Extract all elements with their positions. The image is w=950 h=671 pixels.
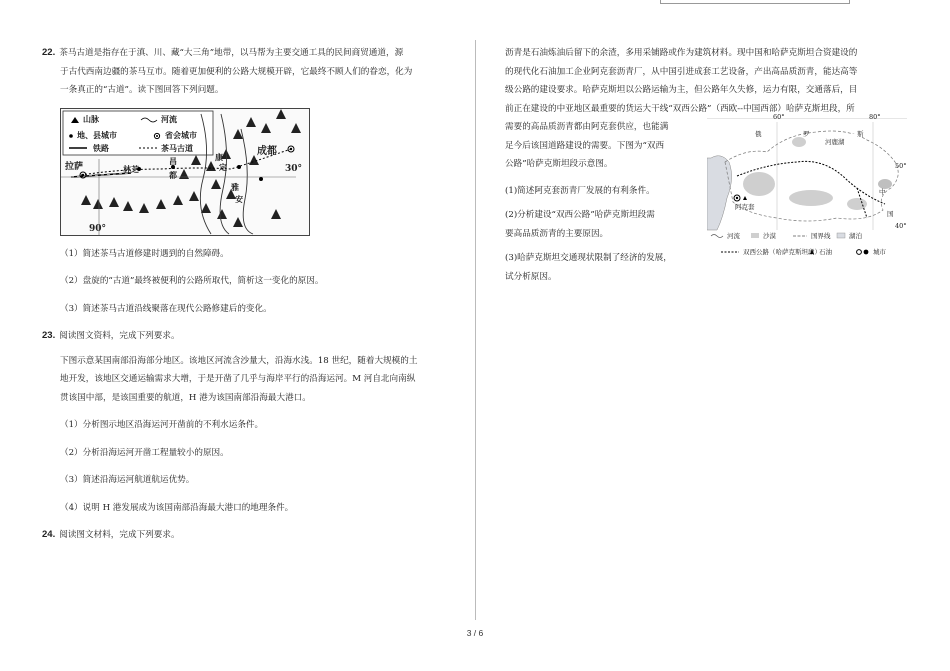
legend-tea-road: 茶马古道 bbox=[161, 142, 193, 153]
q24-text-line: 足今后该国道路建设的需要。下图为“双西 bbox=[505, 140, 665, 151]
page-footer: 3 / 6 bbox=[466, 628, 484, 638]
q24-sub-line: 试分析原因。 bbox=[505, 271, 557, 282]
lon-80: 80° bbox=[869, 113, 881, 121]
q22-sub-3: （3）简述茶马古道沿线聚落在现代公路修建后的变化。 bbox=[60, 303, 272, 314]
lon-90: 90° bbox=[89, 223, 107, 234]
q24-sub-1 bbox=[505, 182, 700, 201]
country-china-a: 中 bbox=[879, 188, 886, 196]
q22-intro-line: 一条真正的“古道”。读下图回答下列问题。 bbox=[60, 85, 224, 95]
lake-label: 河鹿湖 bbox=[825, 138, 845, 146]
legend-desert: 沙漠 bbox=[763, 232, 776, 240]
legend-city: 城市 bbox=[873, 248, 886, 256]
top-header-strip bbox=[660, 0, 850, 4]
place-lasa: 拉萨 bbox=[65, 161, 84, 172]
q24-text-line: 的现代化石油加工企业阿克套沥青厂，从中国引进成套工艺设备，产出高品质沥青，能达高等 bbox=[505, 66, 858, 77]
place-changdu-b: 都 bbox=[169, 169, 177, 180]
country-russia-a: 俄 bbox=[755, 130, 762, 138]
place-chengdu: 成都 bbox=[257, 145, 277, 157]
legend-lake: 湖泊 bbox=[849, 232, 862, 240]
q22-sub-1: （1）简述茶马古道修建时遇到的自然障碍。 bbox=[60, 248, 229, 259]
map-graphic bbox=[707, 118, 907, 263]
place-linzhi: 林芝 bbox=[123, 163, 139, 174]
q23-para-line: 地开发，该地区交通运输需求大增，于是开凿了几乎与海岸平行的沿海运河。M 河自北向南纵 bbox=[60, 374, 416, 384]
legend-oil: 石油 bbox=[819, 248, 832, 256]
legend-border: 国界线 bbox=[811, 232, 831, 240]
legend-rail: 铁路 bbox=[93, 142, 109, 153]
q24-sub-line: 要高品质沥青的主要原因。 bbox=[505, 228, 609, 239]
q24-sub-3 bbox=[505, 249, 700, 286]
place-kangding-a: 康 bbox=[215, 151, 223, 162]
map-graphic bbox=[61, 109, 310, 236]
q24-text-line: 沥青是石油炼油后留下的余渣，多用采铺路或作为建筑材料。现中国和哈萨克斯坦合资建设的 bbox=[505, 48, 858, 58]
tea-horse-road-map bbox=[60, 108, 310, 236]
question-number: 24. bbox=[42, 529, 56, 540]
q24-text-line: 需要的高品质沥青都由阿克套供应，也能满 bbox=[505, 122, 669, 132]
q24-intro: 阅读图文材料，完成下列要求。 bbox=[59, 530, 180, 540]
lon-60: 60° bbox=[773, 113, 785, 121]
q24-sub-2 bbox=[505, 206, 700, 243]
legend-mountain: 山脉 bbox=[83, 113, 99, 124]
country-russia-c: 斯 bbox=[857, 130, 864, 138]
place-changdu-a: 昌 bbox=[169, 155, 177, 166]
lat-50: 50° bbox=[895, 162, 907, 170]
q23-para-line: 下图示意某国南部沿海部分地区。该地区河流含沙量大，沿海水浅。18 世纪，随着大规模的土 bbox=[60, 355, 418, 366]
q23-sub-4: （4）说明 H 港发展成为该国南部沿海最大港口的地理条件。 bbox=[60, 502, 294, 513]
lat-40: 40° bbox=[895, 222, 907, 230]
q24-text-line: 公路”哈萨克斯坦段示意图。 bbox=[505, 159, 613, 169]
q24-text-line: 前正在建设的中亚地区最重要的货运大干线“双西公路”（西欧--中国西部）哈萨克斯坦段，所 bbox=[505, 103, 855, 114]
question-number: 23. bbox=[42, 330, 56, 341]
q23-sub-3: （3）简述沿海运河航道航运优势。 bbox=[60, 475, 195, 485]
q23-intro: 阅读图文资料，完成下列要求。 bbox=[59, 331, 180, 341]
q22-intro-line: 于古代西南边疆的茶马互市。随着更加便利的公路大规模开辟，它最终不顾人们的眷恋，化为 bbox=[60, 66, 413, 77]
country-russia-b: 罗 bbox=[803, 130, 810, 138]
q24-sub-line: (1)简述阿克套沥青厂发展的有利条件。 bbox=[505, 185, 655, 196]
legend-county: 地、县城市 bbox=[77, 129, 117, 140]
question-number: 22. bbox=[42, 47, 56, 58]
legend-river: 河流 bbox=[727, 232, 740, 240]
q23-sub-1: （1）分析图示地区沿海运河开凿前的不利水运条件。 bbox=[60, 420, 264, 430]
legend-river: 河流 bbox=[161, 113, 177, 124]
q24-text-line: 级公路的建设要求。哈萨克斯坦以公路运输为主，但公路年久失修，运力有限，交通落后，目 bbox=[505, 85, 858, 95]
q23-para-line: 贯该国中部，是该国重要的航道，H 港为该国南部沿海最大港口。 bbox=[60, 392, 311, 403]
place-yaan-b: 安 bbox=[235, 193, 243, 204]
place-yaan-a: 雅 bbox=[231, 181, 239, 192]
legend-capital: 省会城市 bbox=[165, 129, 197, 140]
q23-sub-2: （2）分析沿海运河开凿工程量较小的原因。 bbox=[60, 447, 229, 458]
city-aktau: 阿克套 bbox=[735, 203, 755, 211]
place-kangding-b: 定 bbox=[219, 161, 227, 172]
left-column bbox=[42, 44, 462, 545]
q24-narrow-block bbox=[505, 118, 700, 286]
question-22 bbox=[42, 44, 462, 318]
lat-30: 30° bbox=[285, 163, 303, 174]
question-24-start bbox=[42, 526, 462, 545]
column-divider bbox=[475, 40, 476, 620]
q24-sub-line: (2)分析建设“双西公路”哈萨克斯坦段需 bbox=[505, 210, 655, 220]
question-23 bbox=[42, 327, 462, 517]
q24-sub-line: (3)哈萨克斯坦交通现状限制了经济的发展， bbox=[505, 253, 672, 263]
q22-intro-line: 茶马古道是指存在于滇、川、藏“大三角”地带，以马帮为主要交通工具的民间商贸通道，源 bbox=[59, 48, 404, 58]
kazakhstan-road-map bbox=[707, 113, 907, 263]
country-china-b: 国 bbox=[887, 210, 894, 218]
legend-road: 双西公路（哈萨克斯坦段） bbox=[743, 248, 821, 256]
q22-sub-2: （2）盘旋的“古道”最终被便利的公路所取代，简析这一变化的原因。 bbox=[60, 276, 324, 286]
